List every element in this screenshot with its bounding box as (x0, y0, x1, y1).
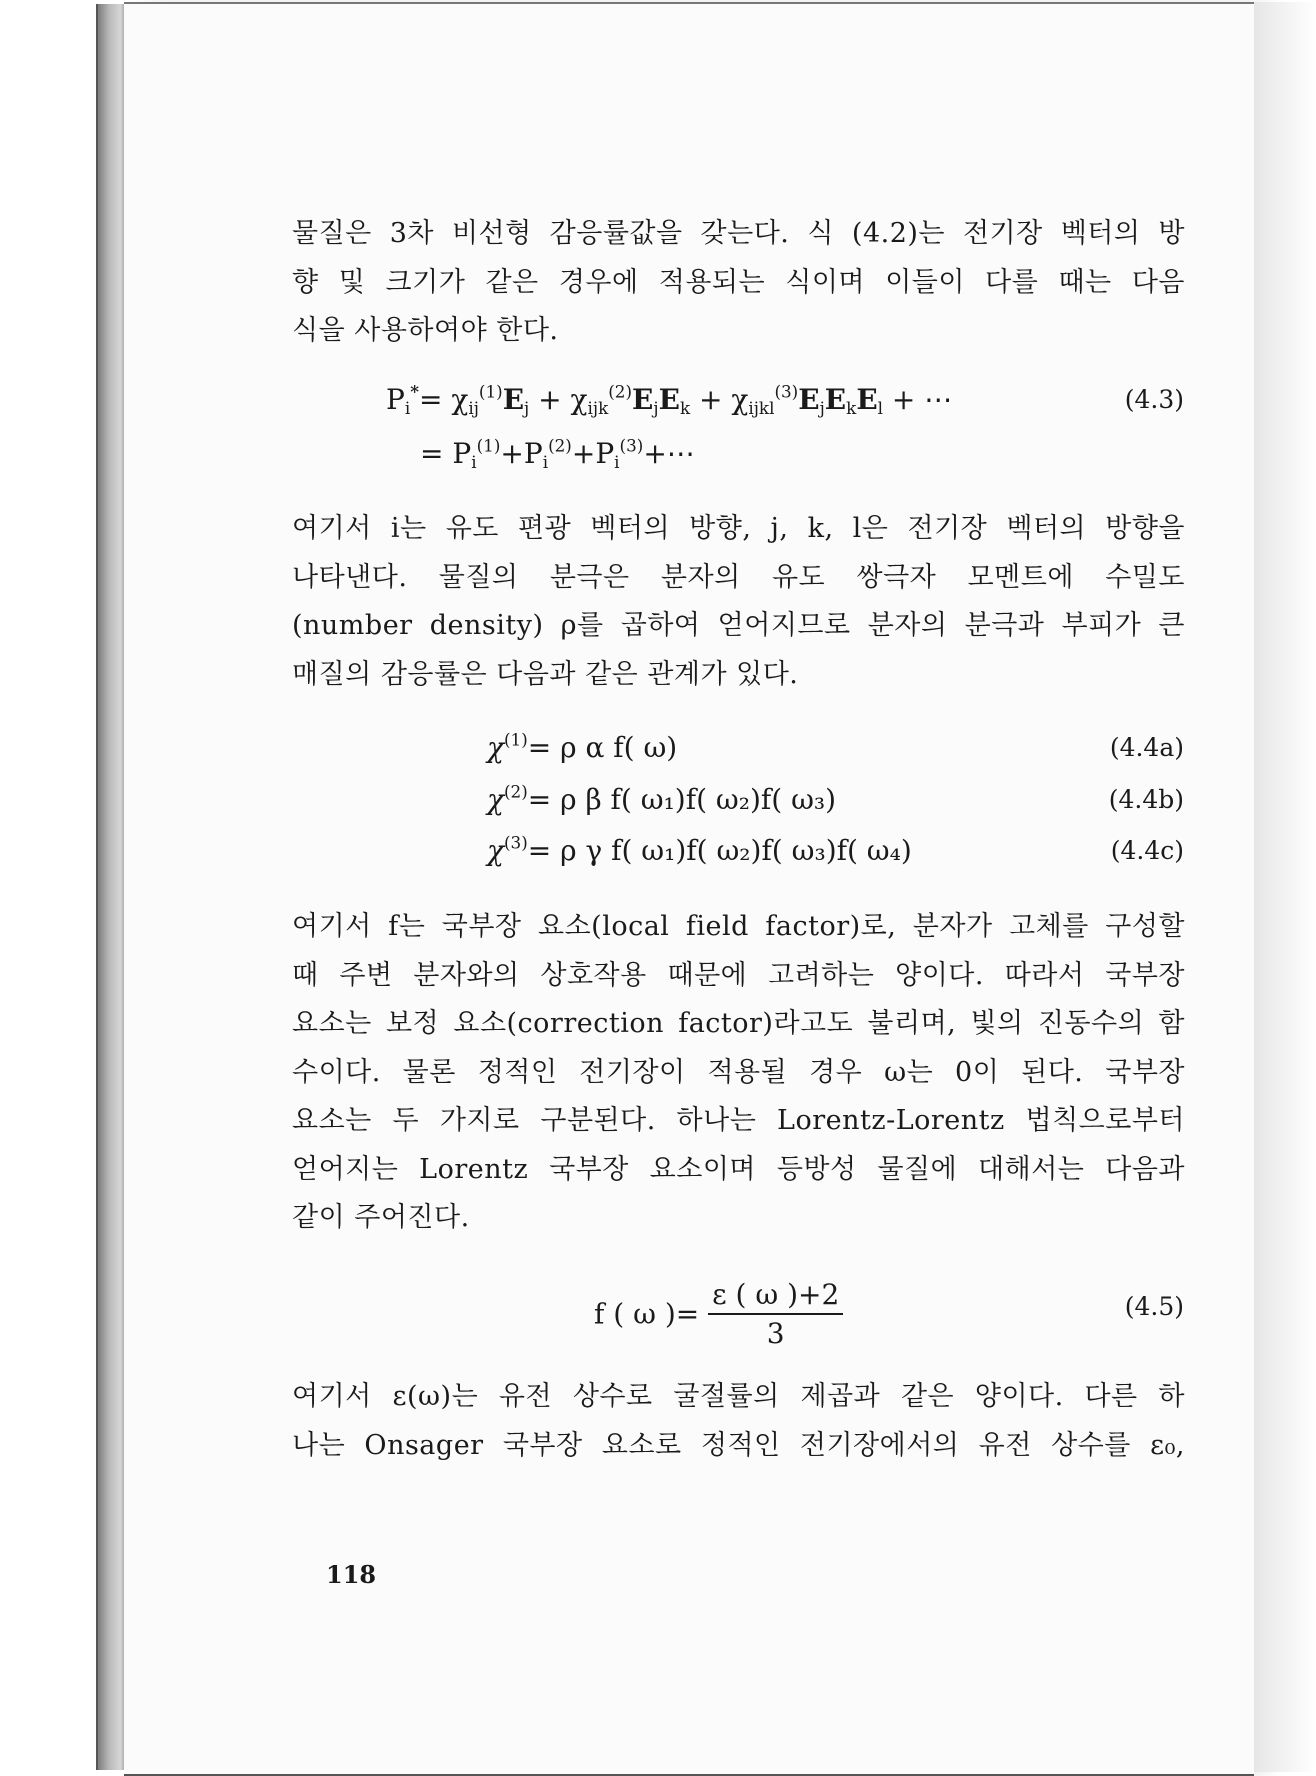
text-line: 매질의 감응률은 다음과 같은 관계가 있다. (292, 658, 799, 690)
equation-4-3-line-2: = $P_i^{(1)}+P_i^{(2)}+P_i^{(3)}+\cdots$ (420, 435, 695, 473)
text-line: 향 및 크기가 같은 경우에 적용되는 식이며 이들이 다를 때는 다음 (292, 266, 1185, 298)
text-line: 여기서 ε(ω)는 유전 상수로 굴절률의 제곱과 같은 양이다. 다른 하 (292, 1381, 1185, 1412)
text-line: 요소는 보정 요소(correction factor)라고도 불리며, 빛의 진동수의 함 (292, 1008, 1185, 1039)
text-line: 수이다. 물론 정적인 전기장이 적용될 경우 ω는 0이 된다. 국부장 (292, 1056, 1185, 1088)
text-line: 나타낸다. 물질의 분극은 분자의 유도 쌍극자 모멘트에 수밀도 (292, 561, 1185, 593)
fraction (708, 1278, 843, 1350)
fraction-denominator: 3 (766, 1317, 785, 1350)
equation-number: (4.3) (1124, 385, 1184, 414)
text-line: 여기서 i는 유도 편광 벡터의 방향, j, k, l은 전기장 벡터의 방향을 (292, 513, 1185, 544)
text-line: 식을 사용하여야 한다. (292, 315, 559, 346)
text-line: 여기서 f는 국부장 요소(local field factor)로, 분자가 고체를 구성할 (292, 911, 1185, 942)
equation-4-4b: $\chi^{(2)}= \rho$ β f( ω₁)f( ω₂)f( ω₃) (487, 781, 837, 816)
text-line: (number density) ρ를 곱하여 얻어지므로 분자의 분극과 부피가 큰 (292, 610, 1185, 641)
book-spine-edge (96, 4, 126, 1770)
page-number: 118 (326, 1560, 377, 1589)
text-line: 물질은 3차 비선형 감응률값을 갖는다. 식 (4.2)는 전기장 벡터의 방 (292, 218, 1185, 249)
equation-4-3-line-1: $P_i^*= \chi_{ij}^{(1)}E_j + \chi_{ijk}^{(2)}E_jE_k + \chi_{ijkl}^{(3)}E_jE_kE_l$ + ⋯ (386, 381, 953, 419)
equation-number: (4.5) (1124, 1292, 1184, 1321)
page-shadow (1254, 2, 1316, 1772)
text-line: 얻어지는 Lorentz 국부장 요소이며 등방성 물질에 대해서는 다음과 (292, 1153, 1185, 1185)
equation-number: (4.4c) (1110, 836, 1184, 865)
equation-number: (4.4b) (1108, 785, 1184, 814)
equation-number: (4.4a) (1109, 733, 1184, 762)
text-line: 요소는 두 가지로 구분된다. 하나는 Lorentz-Lorentz 법칙으로부터 (292, 1105, 1185, 1136)
paragraph-2 (292, 505, 1185, 699)
text-line: 같이 주어진다. (292, 1202, 470, 1233)
equation-4-5: f ( ω )= $\frac{\varepsilon ( \omega )+2}{3}$ (594, 1278, 843, 1350)
text-line: 때 주변 분자와의 상호작용 때문에 고려하는 양이다. 따라서 국부장 (292, 959, 1185, 991)
paragraph-4 (292, 1373, 1185, 1470)
paragraph-1 (292, 210, 1185, 356)
equation-4-4a: $\chi^{(1)}= \rho$ α f( ω) (487, 729, 678, 764)
equation-4-4c: $\chi^{(3)}= \rho$ γ f( ω₁)f( ω₂)f( ω₃)f( ω₄) (487, 832, 912, 867)
paragraph-3 (292, 903, 1185, 1243)
text-line: 나는 Onsager 국부장 요소로 정적인 전기장에서의 유전 상수를 ε₀, (292, 1429, 1185, 1461)
fraction-numerator: ε ( ω )+2 (708, 1278, 843, 1315)
